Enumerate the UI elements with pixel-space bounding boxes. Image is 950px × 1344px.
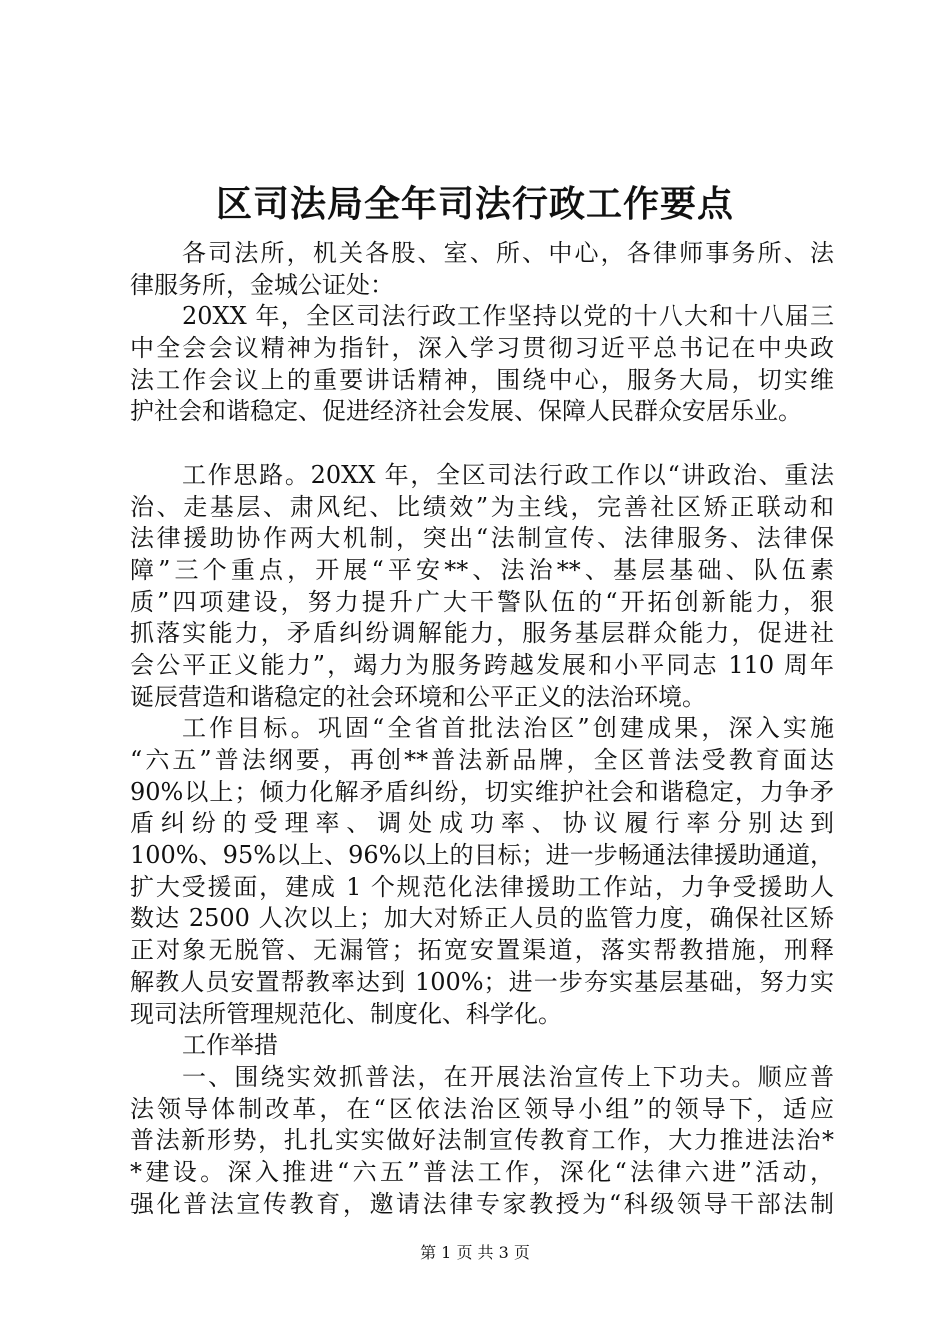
text-line: 现司法所管理规范化、制度化、科学化。: [130, 999, 562, 1028]
document-body: [130, 238, 834, 1220]
text-line: 障”三个重点，开展“平安**、法治**、基层基础、队伍素: [130, 555, 834, 584]
text-line: 盾纠纷的受理率、调处成功率、协议履行率分别达到: [130, 809, 834, 838]
text-line: 各司法所，机关各股、室、所、中心，各律师事务所、法: [182, 239, 834, 267]
text-line: 20XX 年，全区司法行政工作坚持以党的十八大和十八届三: [182, 302, 834, 331]
text-line: 法工作会议上的重要讲话精神，围绕中心，服务大局，切实维: [130, 365, 834, 394]
text-line: 数达 2500 人次以上；加大对矫正人员的监管力度，确保社区矫: [130, 904, 834, 933]
text-line: 会公平正义能力”，竭力为服务跨越发展和小平同志 110 周年: [130, 650, 834, 679]
text-line: 中全会会议精神为指针，深入学习贯彻习近平总书记在中央政: [130, 334, 834, 363]
text-line: 解教人员安置帮教率达到 100%；进一步夯实基层基础，努力实: [130, 967, 834, 996]
text-line: 工作举措: [182, 1031, 278, 1060]
page-footer: 第 1 页 共 3 页: [420, 1243, 530, 1262]
text-line: 一、围绕实效抓普法，在开展法治宣传上下功夫。顺应普: [182, 1062, 834, 1091]
document-title: 区司法局全年司法行政工作要点: [215, 183, 734, 225]
text-line: 扩大受援面，建成 1 个规范化法律援助工作站，力争受援助人: [130, 872, 834, 901]
text-line: 律服务所，金城公证处：: [130, 270, 394, 299]
text-line: 护社会和谐稳定、促进经济社会发展、保障人民群众安居乐业。: [130, 397, 802, 426]
text-line: 工作目标。巩固“全省首批法治区”创建成果，深入实施: [182, 714, 834, 743]
text-line: 质”四项建设，努力提升广大干警队伍的“开拓创新能力，狠: [130, 587, 834, 616]
text-line: 法律援助协作两大机制，突出“法制宣传、法律服务、法律保: [130, 524, 834, 553]
text-line: 100%、95%以上、96%以上的目标；进一步畅通法律援助通道，: [130, 841, 834, 870]
text-line: 工作思路。20XX 年，全区司法行政工作以“讲政治、重法: [182, 460, 834, 489]
text-line: 强化普法宣传教育，邀请法律专家教授为“科级领导干部法制: [130, 1189, 834, 1218]
paragraph-gap: [130, 428, 834, 460]
text-line: 抓落实能力，矛盾纠纷调解能力，服务基层群众能力，促进社: [130, 619, 834, 648]
text-line: “六五”普法纲要，再创**普法新品牌，全区普法受教育面达: [130, 746, 834, 774]
text-line: 治、走基层、肃风纪、比绩效”为主线，完善社区矫正联动和: [130, 492, 834, 521]
text-line: 正对象无脱管、无漏管；拓宽安置渠道，落实帮教措施，刑释: [130, 936, 834, 965]
text-line: 普法新形势，扎扎实实做好法制宣传教育工作，大力推进法治*: [130, 1126, 834, 1155]
text-line: 90%以上；倾力化解矛盾纠纷，切实维护社会和谐稳定，力争矛: [130, 777, 834, 806]
text-line: 诞辰营造和谐稳定的社会环境和公平正义的法治环境。: [130, 682, 706, 711]
text-line: 法领导体制改革，在“区依法治区领导小组”的领导下，适应: [130, 1094, 834, 1123]
text-line: *建设。深入推进“六五”普法工作，深化“法律六进”活动，: [130, 1157, 834, 1186]
